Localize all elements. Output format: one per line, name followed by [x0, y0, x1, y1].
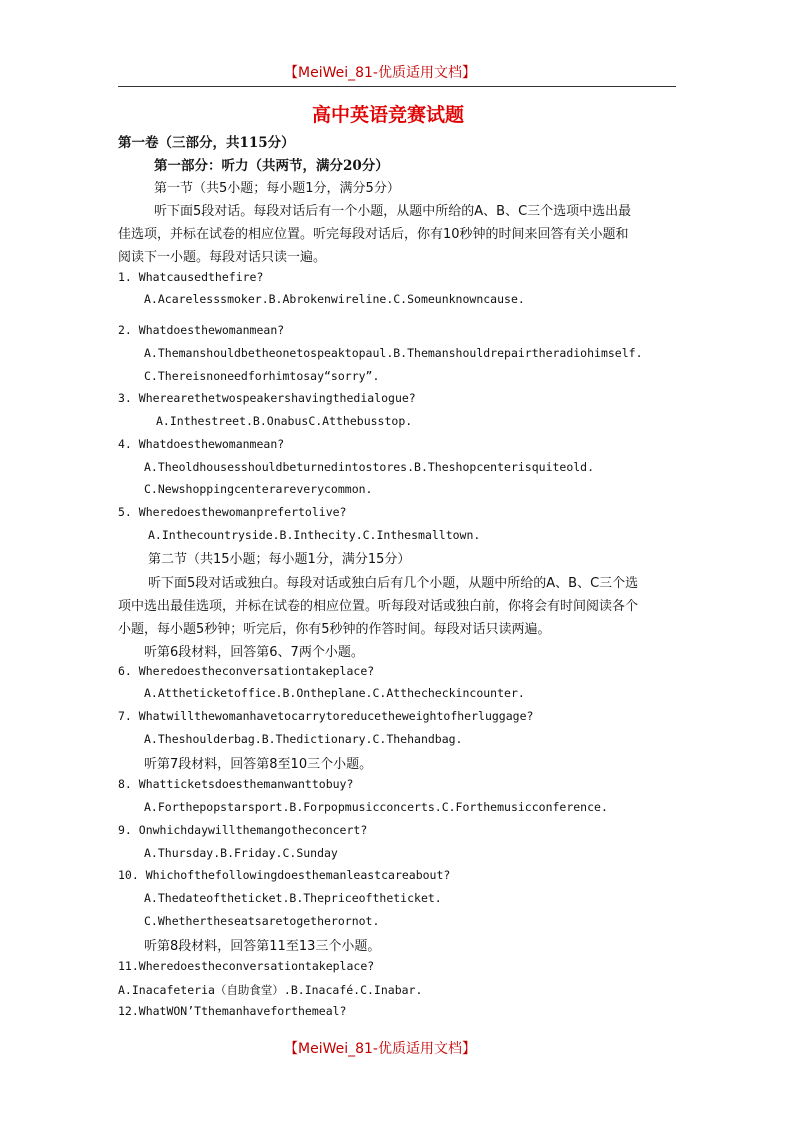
question-2: 2. Whatdoesthewomanmean? — [118, 323, 285, 337]
material-note: 听第7段材料，回答第8至10三个小题。 — [144, 757, 373, 772]
question-8: 8. Whatticketsdoesthemanwanttobuy? — [118, 777, 354, 791]
question-9: 9. Onwhichdaywillthemangotheconcert? — [118, 823, 368, 837]
material-note: 听第8段材料，回答第11至13三个小题。 — [144, 939, 381, 954]
options-5: A.Inthecountryside.B.Inthecity.C.Inthesmalltown. — [148, 528, 481, 542]
options-7: A.Theshoulderbag.B.Thedictionary.C.Thehandbag. — [144, 732, 463, 746]
question-5: 5. Wheredoesthewomanprefertolive? — [118, 505, 347, 519]
options-1: A.Acarelesssmoker.B.Abrokenwireline.C.Someunknowncause. — [144, 292, 525, 306]
section2-instruction: 听下面5段对话或独白。每段对话或独白后有几个小题，从题中所给的A、B、C三个选 — [148, 576, 639, 591]
section2-instruction: 小题，每小题5秒钟；听完后，你有5秒钟的作答时间。每段对话只读两遍。 — [118, 622, 551, 637]
question-10: 10. Whichofthefollowingdoesthemanleastcareabout? — [118, 868, 451, 882]
question-1: 1. Whatcausedthefire? — [118, 270, 264, 284]
question-6: 6. Wheredoestheconversationtakeplace? — [118, 664, 375, 678]
section2-instruction: 项中选出最佳选项，并标在试卷的相应位置。听每段对话或独白前，你将会有时间阅读各个 — [118, 599, 639, 614]
page-header: 【MeiWei_81-优质适用文档】 — [284, 65, 476, 81]
material-note: 听第6段材料，回答第6、7两个小题。 — [144, 645, 364, 660]
options-10: A.Thedateoftheticket.B.Thepriceoftheticket. — [144, 891, 442, 905]
question-11: 11.Wheredoestheconversationtakeplace? — [118, 959, 375, 973]
options-2: C.Thereisnoneedforhimtosay“sorry”. — [144, 369, 380, 383]
section1-instruction: 听下面5段对话。每段对话后有一个小题，从题中所给的A、B、C三个选项中选出最 — [154, 204, 632, 219]
options-4: C.Newshoppingcenterareverycommon. — [144, 482, 373, 496]
options-8: A.Forthepopstarsport.B.Forpopmusicconcerts.C.Forthemusicconference. — [144, 800, 608, 814]
section1-heading: 第一节（共5小题；每小题1分，满分5分） — [154, 181, 400, 196]
section1-instruction: 佳选项，并标在试卷的相应位置。听完每段对话后，你有10秒钟的时间来回答有关小题和 — [118, 227, 629, 242]
header-rule — [118, 86, 676, 87]
options-3: A.Inthestreet.B.OnabusC.Atthebusstop. — [156, 414, 413, 428]
options-4: A.Theoldhousesshouldbeturnedintostores.B.Theshopcenterisquiteold. — [144, 460, 595, 474]
question-3: 3. Wherearethetwospeakershavingthedialogue? — [118, 391, 416, 405]
question-12: 12.WhatWON’Tthemanhaveforthemeal? — [118, 1004, 347, 1018]
options-6: A.Attheticketoffice.B.Ontheplane.C.Atthecheckincounter. — [144, 686, 525, 700]
volume-heading: 第一卷（三部分，共115分） — [118, 135, 295, 151]
question-7: 7. Whatwillthewomanhavetocarrytoreducetheweightofherluggage? — [118, 709, 534, 723]
page-footer: 【MeiWei_81-优质适用文档】 — [284, 1041, 476, 1057]
options-9: A.Thursday.B.Friday.C.Sunday — [144, 846, 338, 860]
section2-heading: 第二节（共15小题；每小题1分，满分15分） — [148, 552, 411, 567]
options-2: A.Themanshouldbetheonetospeaktopaul.B.Themanshouldrepairtheradiohimself. — [144, 346, 643, 360]
options-11: A.Inacafeteria（自助食堂）.B.Inacafé.C.Inabar. — [118, 983, 423, 997]
part1-heading: 第一部分：听力（共两节，满分20分） — [154, 158, 389, 174]
options-10: C.Whethertheseatsaretogetherornot. — [144, 914, 380, 928]
document-title: 高中英语竞赛试题 — [312, 104, 465, 126]
question-4: 4. Whatdoesthewomanmean? — [118, 437, 285, 451]
section1-instruction: 阅读下一小题。每段对话只读一遍。 — [118, 250, 327, 265]
